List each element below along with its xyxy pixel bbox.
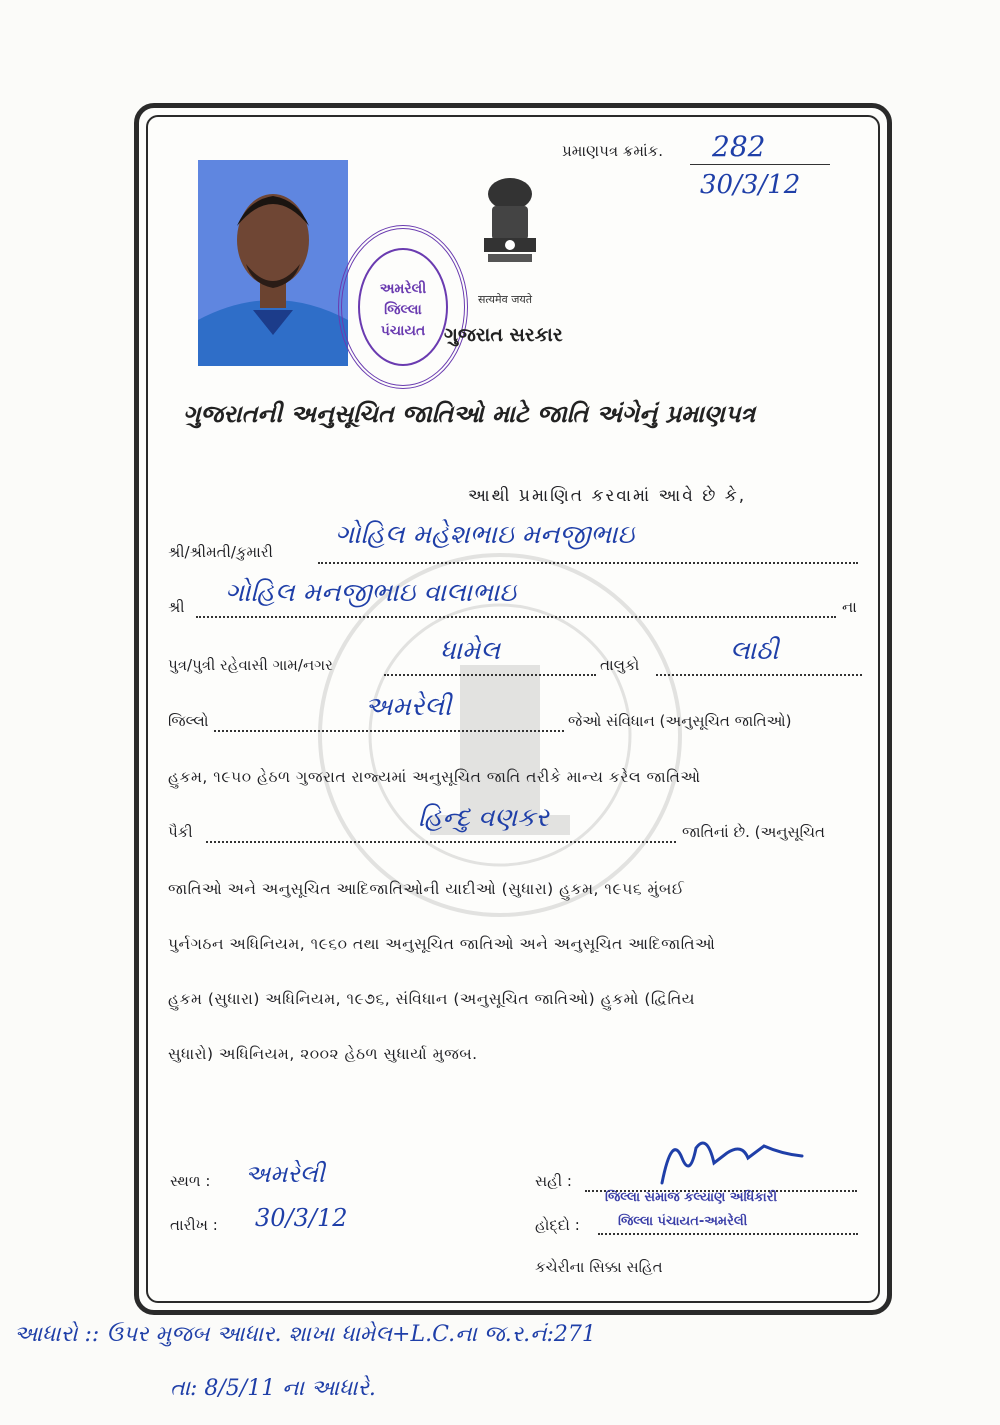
- certificate-date-value: 30/3/12: [700, 170, 801, 200]
- certificate-title: ગુજરાતની અનુસૂચિત જાતિઓ માટે જાતિ અંગેનું પ્રમાણપત્ર: [183, 400, 756, 428]
- name-value: ગોહિલ મહેશભાઇ મનજીભાઇ: [335, 520, 635, 550]
- district-suffix: જેઓ સંવિધાન (અનુસૂચિત જાતિઓ): [568, 712, 792, 730]
- caste-suffix: જાતિનાં છે. (અનુસૂચિત: [682, 823, 825, 841]
- caste-value: હિન્દુ વણકર: [418, 803, 549, 833]
- date-value: 30/3/12: [255, 1204, 348, 1232]
- certificate-number-label: પ્રમાણપત્ર ક્રમાંક.: [562, 142, 664, 160]
- annotation-line-1: આધારો :: ઉપર મુજબ આધાર. શાખા ધામેલ+L.C.ના જ.ર.નં:271: [14, 1322, 596, 1347]
- national-emblem-icon: [470, 172, 550, 282]
- stamp-line-3: પંચાયત: [380, 323, 426, 339]
- father-label: શ્રી: [168, 598, 185, 616]
- government-name: ગુજરાત સરકાર: [444, 324, 563, 346]
- panchayat-stamp: [338, 225, 468, 389]
- para-line-2: પુર્નગઠન અધિનિયમ, ૧૯૬૦ તથા અનુસૂચિત જાતિઓ અને અનુસૂચિત આદિજાતિઓ: [168, 935, 716, 953]
- place-label: સ્થળ :: [170, 1172, 211, 1190]
- name-dotted-line: [318, 562, 858, 564]
- signature-label: સહી :: [535, 1172, 572, 1190]
- stamp-line-2: જિલ્લા: [384, 302, 422, 318]
- applicant-photo: [198, 160, 348, 366]
- annotation-line-2: તા: 8/5/11 ના આધારે.: [170, 1376, 376, 1401]
- para-line-3: હુકમ (સુધારા) અધિનિયમ, ૧૯૭૬, સંવિધાન (અનુસૂચિત જાતિઓ) હુકમો (દ્વિતિય: [168, 990, 695, 1008]
- emblem-motto: सत्यमेव जयते: [478, 293, 533, 306]
- father-suffix: ના: [842, 598, 857, 616]
- office-seal-note: કચેરીના સિક્કા સહિત: [535, 1258, 663, 1276]
- residence-value: ધામેલ: [440, 636, 500, 666]
- father-value: ગોહિલ મનજીભાઇ વાલાભાઇ: [225, 578, 516, 608]
- designation-label: હોદ્દો :: [535, 1216, 580, 1234]
- stamp-line-1: અમરેલી: [379, 281, 427, 297]
- certificate-number-underline: [690, 164, 830, 165]
- caste-label: પૈકી: [168, 823, 193, 841]
- place-value: અમરેલી: [245, 1160, 325, 1188]
- taluka-label: તાલુકો: [600, 656, 640, 674]
- district-label: જિલ્લો: [168, 712, 209, 730]
- taluka-value: લાઠી: [730, 636, 779, 666]
- designation-dotted-line: [598, 1233, 858, 1235]
- designation-value: જિલ્લા પંચાયત-અમરેલી: [618, 1214, 748, 1229]
- date-label: તારીખ :: [170, 1216, 218, 1234]
- father-dotted-line: [196, 616, 836, 618]
- taluka-dotted-line: [656, 674, 862, 676]
- district-value: અમરેલી: [365, 692, 452, 722]
- officer-signature: [652, 1128, 812, 1188]
- order-line: હુકમ, ૧૯૫૦ હેઠળ ગુજરાત રાજ્યમાં અનુસૂચિત જાતિ તરીકે માન્ય કરેલ જાતિઓ: [168, 768, 701, 786]
- officer-stamp: જિલ્લા સમાજ કલ્યાણ અધિકારી: [605, 1190, 778, 1205]
- residence-label: પુત્ર/પુત્રી રહેવાસી ગામ/નગર: [168, 656, 333, 674]
- para-line-1: જાતિઓ અને અનુસૂચિત આદિજાતિઓની યાદીઓ (સુધારા) હુકમ, ૧૯૫૬ મુંબઈ: [168, 880, 685, 898]
- district-dotted-line: [214, 730, 564, 732]
- para-line-4: સુધારો) અધિનિયમ, ૨૦૦૨ હેઠળ સુધાર્યા મુજબ.: [168, 1045, 478, 1063]
- name-label: શ્રી/શ્રીમતી/કુમારી: [168, 543, 273, 561]
- intro-text: આથી પ્રમાણિત કરવામાં આવે છે કે,: [468, 486, 747, 506]
- caste-dotted-line: [206, 841, 676, 843]
- certificate-number-value: 282: [712, 130, 766, 163]
- residence-dotted-line: [384, 674, 596, 676]
